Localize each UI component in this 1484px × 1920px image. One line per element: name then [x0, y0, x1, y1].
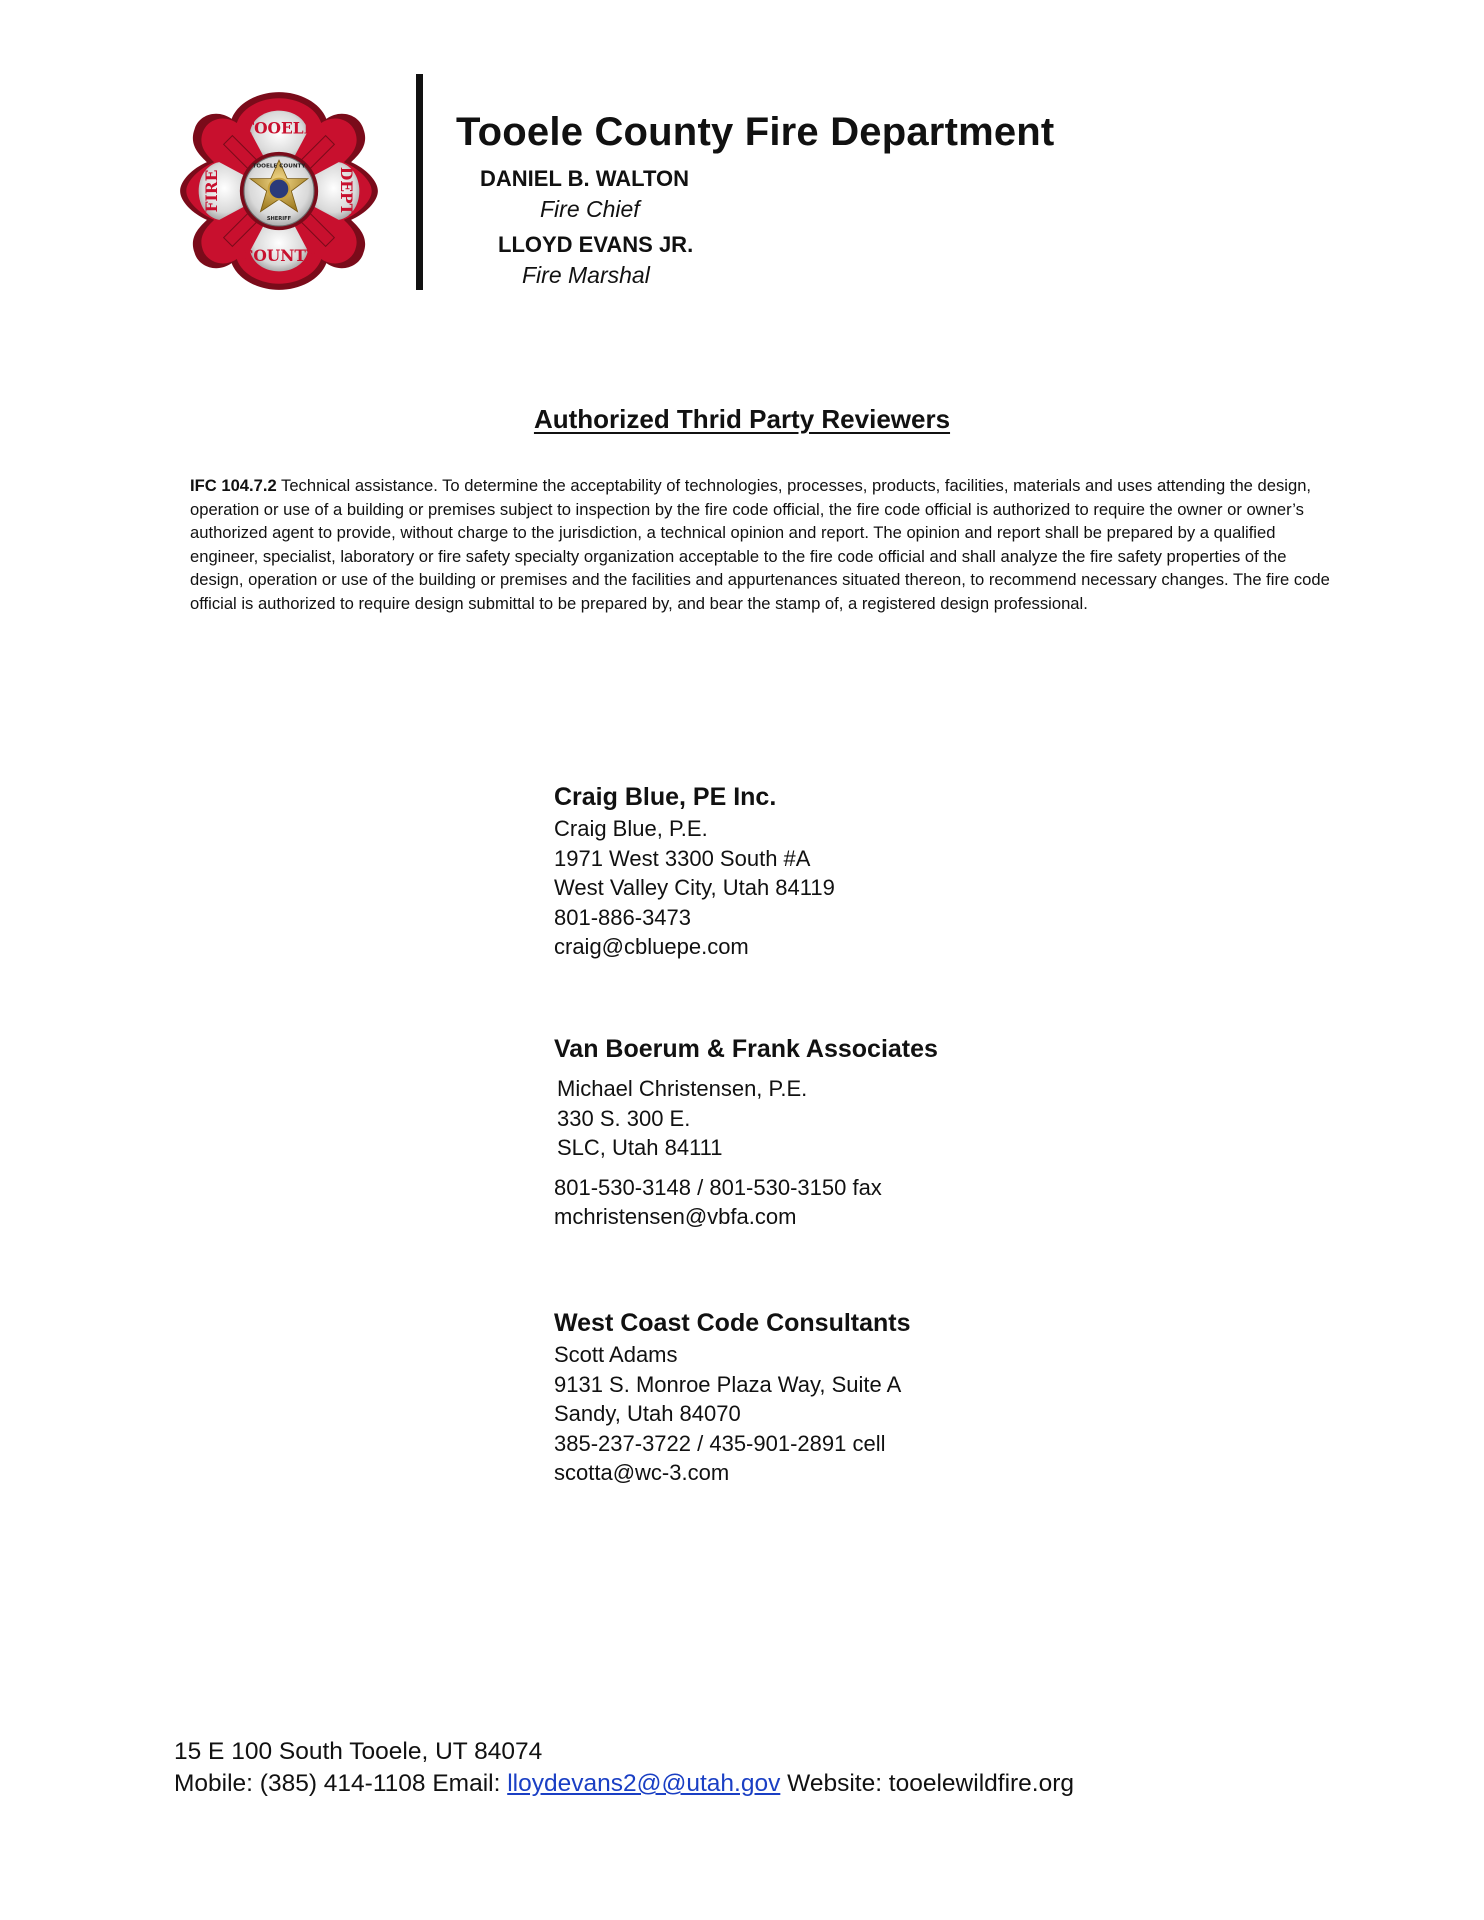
reviewer-phone: 801-886-3473 [554, 904, 692, 930]
code-text: Technical assistance. To determine the acceptability of technologies, processes, products, facilities, materials and uses attending the design, operation or use of a building or premises subject to inspection by the fire code official, the fire code official is authorized to require the owner or owner’s authorized agent to provide, without charge to the jurisdiction, a technical opinion and report. The opinion and report shall be prepared by a qualified engineer, specialist, laboratory or fire safety specialty organization acceptable to the fire code official and shall analyze the fire safety properties of the design, operation or use of the building or premises and the facilities and appurtenances situated thereon, to recommend necessary changes. The fire code official is authorized to require design submittal to be prepared by, and bear the stamp of, a registered design professional. [190, 476, 1330, 613]
fire-chief-title: Fire Chief [540, 196, 640, 222]
logo-left-text: FIRE [202, 169, 222, 213]
footer-website: Website: tooelewildfire.org [780, 1770, 1075, 1797]
reviewer-address-line-1: 330 S. 300 E. [557, 1105, 691, 1131]
fire-chief-name: DANIEL B. WALTON [480, 166, 689, 191]
department-name: Tooele County Fire Department [456, 110, 1055, 154]
reviewer-contact: Craig Blue, P.E. [554, 816, 708, 841]
reviewer-contact: Michael Christensen, P.E. [557, 1076, 808, 1101]
code-paragraph [190, 474, 1330, 615]
reviewer-phone: 385-237-3722 / 435-901-2891 cell [554, 1430, 886, 1456]
footer-address: 15 E 100 South Tooele, UT 84074 [174, 1738, 543, 1765]
footer-contact-line [174, 1768, 1074, 1800]
logo-bottom-text: COUNTY [241, 246, 317, 266]
document-title: Authorized Thrid Party Reviewers [533, 404, 951, 434]
letterhead-divider [416, 74, 423, 290]
footer-mobile: Mobile: (385) 414-1108 Email: [174, 1770, 508, 1797]
reviewer-block [554, 1306, 911, 1488]
reviewer-company: West Coast Code Consultants [554, 1309, 911, 1337]
reviewer-address-line-2: West Valley City, Utah 84119 [554, 875, 835, 900]
footer [174, 1736, 1074, 1800]
logo-right-text: DEPT [336, 166, 356, 216]
reviewer-company: Craig Blue, PE Inc. [554, 783, 777, 811]
reviewer-address-line-1: 1971 West 3300 South #A [554, 845, 811, 871]
logo-top-text: TOOELE [242, 118, 316, 138]
fire-marshal-name: LLOYD EVANS JR. [498, 232, 694, 257]
fire-department-logo [176, 88, 382, 294]
code-reference: IFC 104.7.2 [190, 476, 277, 495]
footer-email-link[interactable]: lloydevans2@@utah.gov [507, 1770, 781, 1797]
logo-badge-top-text: TOOELE COUNTY [252, 163, 306, 170]
reviewer-phone: 801-530-3148 / 801-530-3150 fax [554, 1174, 882, 1200]
reviewer-email: scotta@wc-3.com [554, 1460, 730, 1485]
reviewer-address-line-2: Sandy, Utah 84070 [554, 1401, 741, 1426]
reviewer-email: mchristensen@vbfa.com [554, 1204, 797, 1229]
reviewer-contact: Scott Adams [554, 1342, 678, 1367]
reviewer-email: craig@cbluepe.com [554, 934, 749, 959]
reviewer-company: Van Boerum & Frank Associates [554, 1035, 938, 1063]
reviewer-block [554, 1032, 938, 1232]
reviewer-block [554, 780, 835, 962]
fire-marshal-title: Fire Marshal [522, 262, 650, 288]
reviewer-address-line-2: SLC, Utah 84111 [557, 1135, 723, 1160]
logo-badge-bottom-text: SHERIFF [266, 215, 292, 222]
reviewer-address-line-1: 9131 S. Monroe Plaza Way, Suite A [554, 1371, 902, 1397]
